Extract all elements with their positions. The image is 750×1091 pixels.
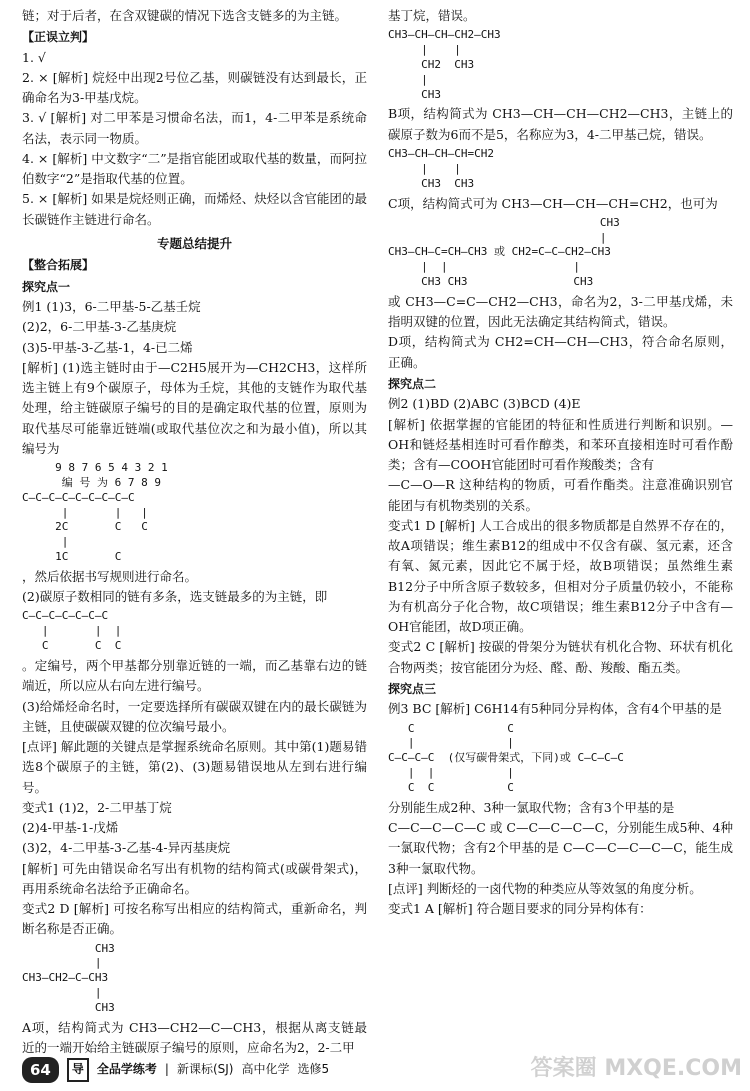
zw-item-4: 4. × [解析] 中文数字“二”是指官能团或取代基的数量，而阿拉伯数字“2”是指取代基的位置。 [22,150,367,187]
ester-text: —C—O—R 这种结构的物质，可看作酯类。注意准确识别官能团与有机物类别的关系。 [388,477,733,513]
analysis-2: [解析] 依据掌握的官能团的特征和性质进行判断和识别。—OH和链烃基相连时可看作醇类，和苯环直接相连时可看作酚类；含有—COOH官能团时可看作羧酸类；含有 [388,416,733,473]
option-a: A项，结构简式为 CH3—CH2—C—CH3，根据从离支链最近的一端开始给主链碳原子编号的原则，应命名为2，2-二甲 [22,1019,367,1055]
right-column [388,6,733,919]
example-3b: 分别能生成2种、3种一氯取代物；含有3个甲基的是 [388,799,675,815]
analysis-1-after: ，然后依据书写规则进行命名。 [22,568,198,584]
zhengwu-heading: 【正误立判】 [22,30,95,45]
structure-c2: CH3 | CH3—CH—C=CH—CH3 或 CH2=C—C—CH2—CH3 | | | CH3 CH3 CH3 [388,215,620,289]
tanjiu-2-heading: 探究点二 [388,376,437,391]
example-3c: C—C—C—C—C 或 C—C—C—C—C，分别能生成5种、4种一氯取代物；含有2个甲基的是 C—C—C—C—C—C，能生成3种一氯取代物。 [388,820,733,876]
zw-item-2: 2. × [解析] 烷烃中出现2号位乙基，则碳链没有达到最长，正确命名为3-甲基戊烷。 [22,69,367,106]
skeleton-1: C C | | C—C—C—C (仅写碳骨架式，下同)或 C—C—C—C | | | C C C [388,721,624,794]
option-c: C项，结构简式可为 CH3—CH—CH—CH=CH2，也可为 [388,195,718,211]
example-1-line-2: (2)2，6-二甲基-3-乙基庚烷 [22,319,177,335]
zw-item-5: 5. × [解析] 如果是烷烃则正确，而烯烃、炔烃以含官能团的最长碳链作主链进行命名。 [22,191,367,227]
zw-item-1: 1. √ [22,49,46,65]
zw-item-3: 3. √ [解析] 对二甲苯是习惯命名法，而1，4-二甲苯是系统命名法，表示同一物质。 [22,110,367,146]
brand-name: 全品学练考 [96,1062,157,1077]
analysis-1-part2b: 。定编号，两个甲基都分别靠近链的一端，而乙基靠右边的链端近，所以应从右向左进行编号。 [22,658,367,694]
zhenghe-heading: 【整合拓展】 [22,258,95,273]
structure-c: CH3—CH—CH—CH=CH2 | | CH3 CH3 [388,146,494,190]
edition: 新课标(SJ) [176,1062,234,1077]
page-number: 64 [22,1057,59,1083]
variant-1-line-2: (2)4-甲基-1-戊烯 [22,820,119,835]
left-column [22,6,367,1058]
variant-r3: 变式1 A [解析] 符合题目要求的同分异构体有： [388,901,652,917]
analysis-1-part2: (2)碳原子数相同的链有多条，选支链最多的为主链，即 [22,589,328,605]
separator: | [164,1062,169,1077]
variant-r2: 变式2 C [解析] 按碳的骨架分为链状有机化合物、环状有机化合物两类；按官能团分为烃、醛、酚、羧酸、酯五类。 [388,639,733,675]
tanjiu-1-heading: 探究点一 [22,279,71,294]
logo-icon: 导 [67,1058,89,1081]
watermark: 答案圈 MXQE.COM [530,1056,742,1082]
structure-a: CH3 | CH3—CH2—C—CH3 | CH3 [22,941,115,1014]
variant-2: 变式2 D [解析] 可按名称写出相应的结构简式，重新命名，判断名称是否正确。 [22,901,367,937]
example-1-line-1: 例1 (1)3，6-二甲基-5-乙基壬烷 [22,299,201,315]
comment-1: [点评] 解此题的关键点是掌握系统命名原则。其中第(1)题易错选8个碳原子的主链，第(2)、(3)题易错误地从左到右进行编号。 [22,739,367,795]
option-c3: 或 CH3—C=C—CH2—CH3，命名为2，3-二甲基戊烯，未指明双键的位置，因此无法确定其结构简式，错误。 [388,293,733,330]
variant-1-analysis: [解析] 可先由错误命名写出有机物的结构简式(或碳骨架式)，再用系统命名法给予正确命名。 [22,860,367,896]
tanjiu-3-heading: 探究点三 [388,681,437,696]
example-2: 例2 (1)BD (2)ABC (3)BCD (4)E [388,396,581,412]
intro-text: 链；对于后者，在含双键碳的情况下选含支链多的为主链。 [22,8,348,23]
option-d: D项，结构简式为 CH2=CH—CH—CH3，符合命名原则，正确。 [388,334,733,370]
option-b: B项，结构简式为 CH3—CH—CH—CH2—CH3，主链上的碳原子数为6而不是5，名称应为3，4-二甲基己烷，错误。 [388,106,733,142]
right-line-0: 基丁烷，错误。 [388,8,476,23]
comment-3: [点评] 判断烃的一卤代物的种类应从等效氢的角度分析。 [388,880,702,896]
book: 选修5 [297,1062,330,1077]
structure-1: 9 8 7 6 5 4 3 2 1 编 号 为 6 7 8 9 C—C—C—C—C—C—C—C—C | | | 2C C C | 1C C [22,461,168,564]
example-3: 例3 BC [解析] C6H14有5种同分异构体，含有4个甲基的是 [388,701,722,717]
example-1-line-3: (3)5-甲基-3-乙基-1，4-已二烯 [22,339,193,355]
structure-b: CH3—CH—CH—CH2—CH3 | | CH2 CH3 | CH3 [388,28,501,101]
variant-1-line-3: (3)2，4-二甲基-3-乙基-4-异丙基庚烷 [22,840,231,856]
structure-2: C—C—C—C—C—C—C | | | C C C [22,609,122,653]
topic-title: 专题总结提升 [156,235,232,251]
subject: 高中化学 [241,1062,290,1077]
analysis-1-part3: (3)给烯烃命名时，一定要选择所有碳碳双键在内的最长碳链为主链，且使碳碳双键的位次编号最小。 [22,698,367,734]
analysis-1: [解析] (1)选主链时由于—C2H5展开为—CH2CH3，这样所选主链上有9个碳原子，母体为壬烷，其他的支链作为取代基处理，给主链碳原子编号的目的是确定取代基的位置，原则为取代基尽可能靠近链端(或取代基位次之和为最小值)，所以其编号为 [22,359,367,456]
variant-1-line-1: 变式1 (1)2，2-二甲基丁烷 [22,799,172,815]
variant-r1: 变式1 D [解析] 人工合成出的很多物质都是自然界不存在的，故A项错误；维生素B12的组成中不仅含有碳、氢元素，还含有氧、氮元素，因此它不属于烃，故B项错误；虽然维生素B12分子中所含原子数较多，但相对分子质量仍较小，不能称为有机高分子化合物，故C项错误；维生素B12分子中含有—OH官能团，故D项正确。 [388,517,733,635]
